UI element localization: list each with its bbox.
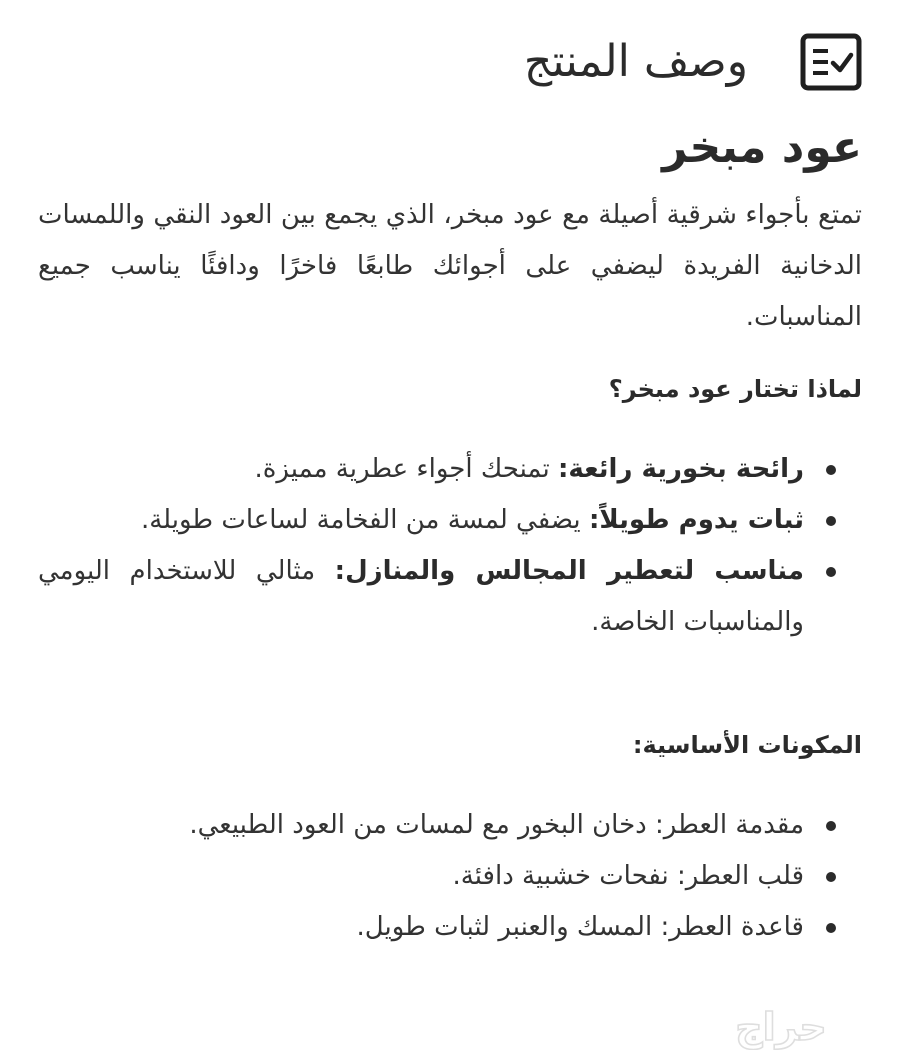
list-item [38, 851, 804, 902]
section-header [38, 26, 862, 98]
bullet-icon [826, 821, 836, 831]
feature-text: مثالي للاستخدام اليومي والمناسبات الخاصة. [38, 556, 804, 637]
bullet-icon [826, 872, 836, 882]
product-description: تمتع بأجواء شرقية أصيلة مع عود مبخر، الذي يجمع بين العود النقي واللمسات الدخانية الفريدة ليضفي على أجوائك طابعًا فاخرًا ودافئًا يناسب جميع المناسبات. [38, 200, 862, 332]
feature-text: يضفي لمسة من الفخامة لساعات طويلة. [140, 505, 589, 535]
bullet-icon [826, 923, 836, 933]
feature-label: رائحة بخورية رائعة: [557, 454, 804, 484]
ingredients-heading: المكونات الأساسية: [632, 731, 862, 759]
bullet-icon [826, 567, 836, 577]
ingredients-list [38, 800, 842, 953]
list-item [38, 800, 804, 851]
bullet-icon [826, 465, 836, 475]
feature-label: ثبات يدوم طويلاً: [588, 505, 804, 535]
ingredient-text: قلب العطر: نفحات خشبية دافئة. [452, 861, 804, 891]
list-item [38, 444, 804, 495]
haraj-watermark-logo [668, 1004, 894, 1050]
ingredient-text: مقدمة العطر: دخان البخور مع لمسات من العود الطبيعي. [189, 810, 804, 840]
watermark-text: حراج [735, 1005, 827, 1049]
ingredient-text: قاعدة العطر: المسك والعنبر لثبات طويل. [356, 912, 804, 942]
list-item [38, 495, 804, 546]
list-item [38, 546, 804, 648]
feature-label: مناسب لتعطير المجالس والمنازل: [334, 556, 804, 586]
bullet-icon [826, 516, 836, 526]
feature-text: تمنحك أجواء عطرية مميزة. [254, 454, 558, 484]
why-list [38, 444, 842, 648]
list-item [38, 902, 804, 953]
checklist-icon [800, 33, 862, 91]
product-name: عود مبخر [662, 122, 862, 173]
why-heading: لماذا تختار عود مبخر؟ [608, 375, 862, 403]
page-title: وصف المنتج [523, 36, 748, 87]
